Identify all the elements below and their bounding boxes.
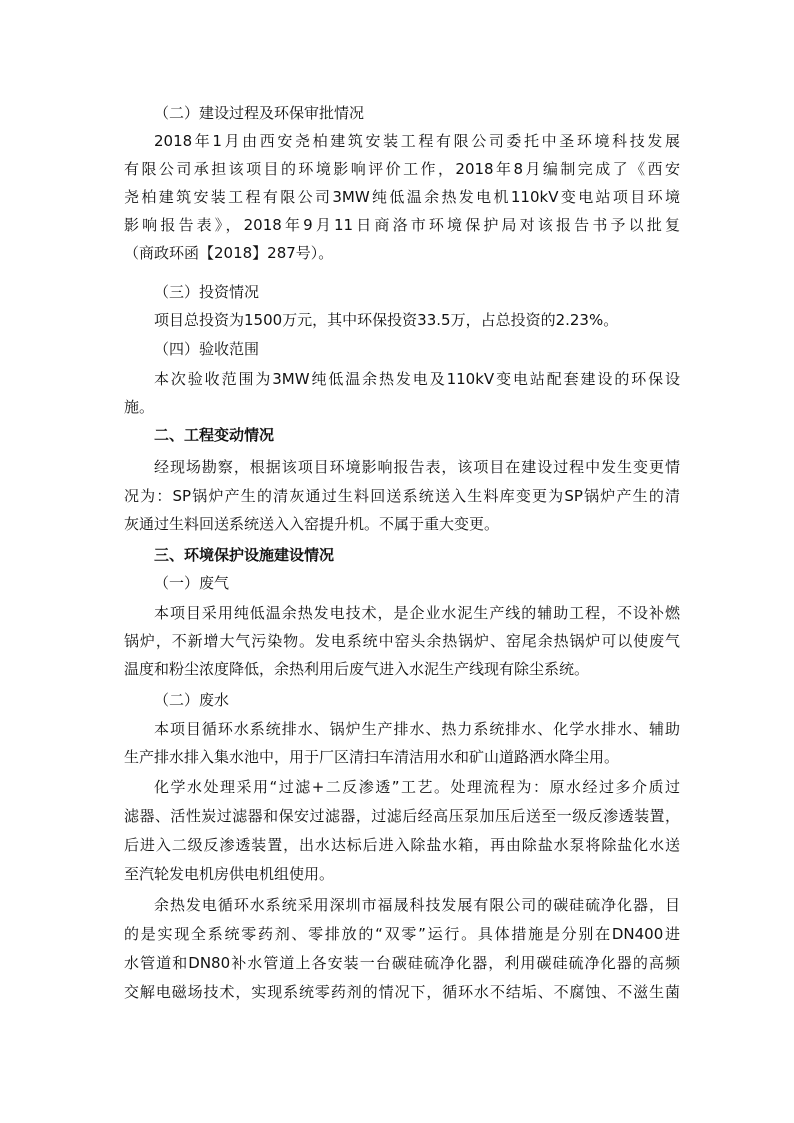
- heading-investment: （三）投资情况: [154, 283, 260, 301]
- section-heading-project-changes: 二、工程变动情况: [154, 426, 275, 444]
- paragraph-line: 温度和粉尘浓度降低，余热利用后废气进入水泥生产线现有除尘系统。: [124, 660, 590, 678]
- paragraph-line: 余热发电循环水系统采用深圳市福晟科技发展有限公司的碳硅硫净化器，目: [154, 896, 680, 914]
- paragraph-line: 有限公司承担该项目的环境影响评价工作，2018年8月编制完成了《西安: [124, 160, 680, 178]
- paragraph-line: 水管道和DN80补水管道上各安装一台碳硅硫净化器，利用碳硅硫净化器的高频: [124, 954, 680, 972]
- paragraph-line: 2018年1月由西安尧柏建筑安装工程有限公司委托中圣环境科技发展: [154, 132, 680, 150]
- paragraph-line: 本次验收范围为3MW纯低温余热发电及110kV变电站配套建设的环保设: [154, 370, 680, 388]
- paragraph-line: 的是实现全系统零药剂、零排放的“双零”运行。具体措施是分别在DN400进: [124, 925, 680, 943]
- paragraph-line: 尧柏建筑安装工程有限公司3MW纯低温余热发电机110kV变电站项目环境: [124, 188, 680, 206]
- paragraph-line: （商政环函【2018】287号）。: [124, 244, 334, 262]
- paragraph-line: 滤器、活性炭过滤器和保安过滤器，过滤后经高压泵加压后送至一级反渗透装置，: [124, 807, 680, 825]
- heading-waste-gas: （一）废气: [154, 574, 230, 592]
- paragraph-line: 本项目采用纯低温余热发电技术，是企业水泥生产线的辅助工程，不设补燃: [154, 604, 680, 622]
- paragraph-line: 项目总投资为1500万元，其中环保投资33.5万，占总投资的2.23%。: [154, 311, 619, 329]
- paragraph-line: 施。: [124, 398, 155, 416]
- heading-acceptance-scope: （四）验收范围: [154, 340, 260, 358]
- paragraph-line: 至汽轮发电机房供电机组使用。: [124, 865, 335, 883]
- paragraph-line: 后进入二级反渗透装置，出水达标后进入除盐水箱，再由除盐水泵将除盐化水送: [124, 836, 680, 854]
- heading-waste-water: （二）废水: [154, 691, 230, 709]
- paragraph-line: 灰通过生料回送系统送入入窑提升机。不属于重大变更。: [124, 515, 500, 533]
- paragraph-line: 经现场勘察，根据该项目环境影响报告表，该项目在建设过程中发生变更情: [154, 458, 680, 476]
- paragraph-line: 交解电磁场技术，实现系统零药剂的情况下，循环水不结垢、不腐蚀、不滋生菌: [124, 983, 680, 1001]
- heading-construction-approval: （二）建设过程及环保审批情况: [154, 104, 365, 122]
- paragraph-line: 况为：SP锅炉产生的清灰通过生料回送系统送入生料库变更为SP锅炉产生的清: [124, 487, 680, 505]
- paragraph-line: 化学水处理采用“过滤+二反渗透”工艺。处理流程为：原水经过多介质过: [154, 778, 680, 796]
- paragraph-line: 生产排水排入集水池中，用于厂区清扫车清洁用水和矿山道路洒水降尘用。: [124, 748, 620, 766]
- section-heading-environmental-facilities: 三、环境保护设施建设情况: [154, 546, 335, 564]
- paragraph-line: 影响报告表》，2018年9月11日商洛市环境保护局对该报告书予以批复: [124, 216, 680, 234]
- paragraph-line: 本项目循环水系统排水、锅炉生产排水、热力系统排水、化学水排水、辅助: [154, 720, 680, 738]
- paragraph-line: 锅炉，不新增大气污染物。发电系统中窑头余热锅炉、窑尾余热锅炉可以使废气: [124, 632, 680, 650]
